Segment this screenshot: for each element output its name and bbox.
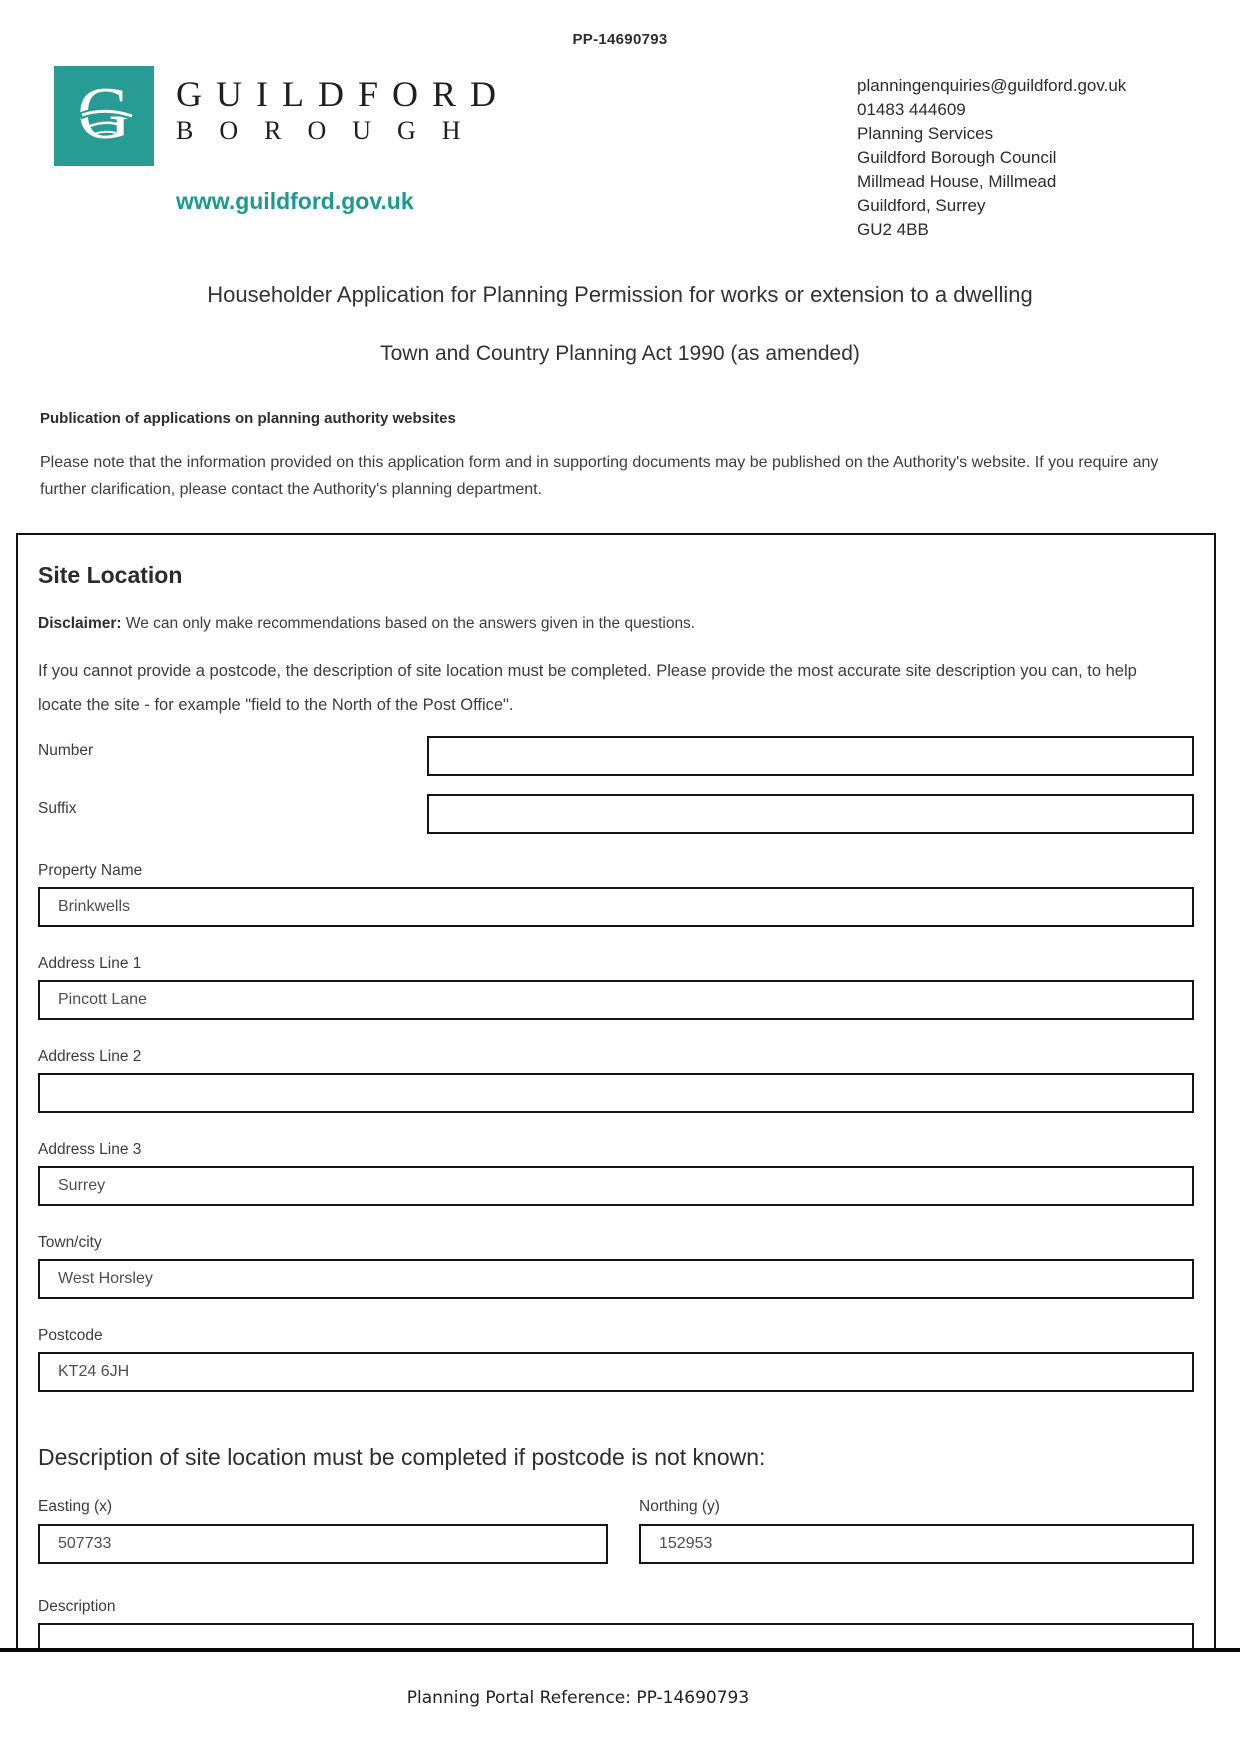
description-label: Description bbox=[38, 1598, 116, 1615]
field-row-suffix bbox=[38, 794, 1194, 834]
field-address-line-1 bbox=[38, 955, 1194, 1020]
logo-text-guildford: GUILDFORD bbox=[176, 74, 511, 114]
svg-text:G: G bbox=[77, 73, 131, 155]
form-title: Householder Application for Planning Permission for works or extension to a dwelling bbox=[207, 282, 1033, 307]
contact-address-line2: Guildford, Surrey bbox=[857, 196, 986, 215]
contact-council-name: Guildford Borough Council bbox=[857, 148, 1057, 167]
guildford-logo-icon bbox=[54, 66, 154, 166]
site-location-heading: Site Location bbox=[38, 562, 183, 588]
contact-postcode: GU2 4BB bbox=[857, 220, 929, 239]
address-line-1-label: Address Line 1 bbox=[38, 955, 142, 972]
council-brand bbox=[54, 66, 654, 242]
description-requirement-heading: Description of site location must be completed if postcode is not known: bbox=[38, 1444, 766, 1470]
disclaimer-text bbox=[38, 615, 1194, 633]
form-subtitle-act: Town and Country Planning Act 1990 (as amended) bbox=[380, 342, 860, 365]
header bbox=[54, 66, 1192, 242]
planning-portal-reference-top: PP-14690793 bbox=[572, 31, 668, 48]
contact-address-line1: Millmead House, Millmead bbox=[857, 172, 1057, 191]
suffix-input[interactable] bbox=[427, 794, 1194, 834]
field-address-line-2 bbox=[38, 1048, 1194, 1113]
address-line-2-input[interactable] bbox=[38, 1073, 1194, 1113]
address-line-3-input[interactable] bbox=[38, 1166, 1194, 1206]
number-label: Number bbox=[38, 742, 94, 759]
council-contact-block bbox=[857, 66, 1192, 242]
suffix-label: Suffix bbox=[38, 800, 77, 817]
postcode-label: Postcode bbox=[38, 1327, 103, 1344]
publication-note-body: Please note that the information provided on this application form and in supporting documents may be published on the Authority's website. If you require any further clarification, please contact the Authority's planning department. bbox=[40, 454, 1159, 498]
planning-portal-reference-footer: Planning Portal Reference: PP-14690793 bbox=[406, 1688, 750, 1708]
field-northing bbox=[639, 1498, 1194, 1564]
site-location-section bbox=[16, 533, 1216, 1652]
field-easting bbox=[38, 1498, 608, 1564]
postcode-input[interactable] bbox=[38, 1352, 1194, 1392]
property-name-label: Property Name bbox=[38, 862, 143, 879]
field-address-line-3 bbox=[38, 1141, 1194, 1206]
site-location-intro: If you cannot provide a postcode, the description of site location must be completed. Please provide the most accurate site description you can, to help locate the site - for example "field to the North of the Post Office". bbox=[38, 662, 1137, 714]
address-line-1-input[interactable] bbox=[38, 980, 1194, 1020]
field-property-name bbox=[38, 862, 1194, 927]
easting-input[interactable] bbox=[38, 1524, 608, 1564]
northing-input[interactable] bbox=[639, 1524, 1194, 1564]
field-town-city bbox=[38, 1234, 1194, 1299]
contact-department: Planning Services bbox=[857, 124, 994, 143]
address-line-3-label: Address Line 3 bbox=[38, 1141, 142, 1158]
logo-block bbox=[54, 66, 654, 166]
easting-label: Easting (x) bbox=[38, 1498, 113, 1515]
town-city-input[interactable] bbox=[38, 1259, 1194, 1299]
council-website-link[interactable]: www.guildford.gov.uk bbox=[176, 188, 414, 214]
disclaimer-body: We can only make recommendations based on the answers given in the questions. bbox=[121, 615, 696, 632]
number-input[interactable] bbox=[427, 736, 1194, 776]
field-description bbox=[38, 1598, 1194, 1652]
disclaimer-label: Disclaimer: bbox=[38, 615, 122, 632]
contact-email[interactable]: planningenquiries@guildford.gov.uk bbox=[857, 76, 1127, 95]
town-city-label: Town/city bbox=[38, 1234, 102, 1251]
logo-wordmark bbox=[176, 74, 510, 148]
coordinates-row bbox=[38, 1498, 1194, 1564]
publication-note-heading: Publication of applications on planning authority websites bbox=[40, 410, 456, 427]
logo-text-borough: BOROUGH bbox=[176, 116, 487, 145]
field-row-number bbox=[38, 736, 1194, 776]
property-name-input[interactable] bbox=[38, 887, 1194, 927]
contact-phone: 01483 444609 bbox=[857, 100, 966, 119]
page-break-divider bbox=[0, 1648, 1240, 1652]
field-postcode bbox=[38, 1327, 1194, 1392]
address-line-2-label: Address Line 2 bbox=[38, 1048, 142, 1065]
northing-label: Northing (y) bbox=[639, 1498, 720, 1515]
